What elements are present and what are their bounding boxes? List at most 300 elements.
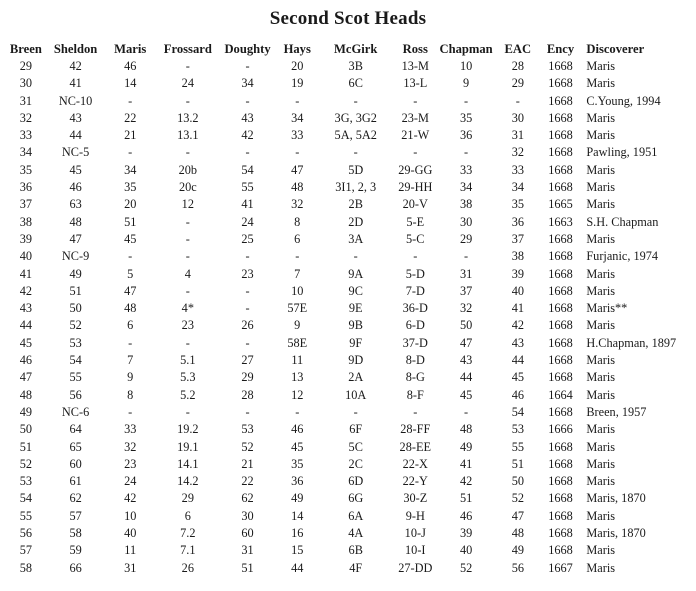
cell-breen: 33 [19, 128, 33, 143]
table-row [4, 196, 696, 213]
cell-doughty: 60 [241, 526, 254, 541]
cell-frossard: - [185, 93, 190, 108]
cell-ross: 9-H [405, 508, 425, 523]
table-row [4, 283, 696, 300]
cell-eac: 39 [511, 266, 524, 281]
cell-breen: 31 [19, 93, 33, 108]
cell-hays: 35 [291, 456, 304, 471]
cell-mcgirk: 2D [348, 214, 364, 229]
cell-frossard: 20c [178, 180, 197, 195]
cell-frossard: 5.3 [180, 370, 196, 385]
cell-maris: - [128, 404, 133, 419]
cell-maris: 33 [124, 422, 137, 437]
cell-eac: 56 [511, 560, 524, 575]
cell-sheldon: 62 [69, 491, 82, 506]
cell-mcgirk: 6G [348, 491, 364, 506]
cell-sheldon: 59 [69, 543, 82, 558]
cell-frossard: 5.1 [180, 353, 196, 368]
cell-chapman: 43 [459, 353, 473, 368]
table-row [4, 231, 696, 248]
cell-sheldon: NC-9 [61, 249, 90, 264]
cell-hays: - [295, 249, 300, 264]
cell-maris: 11 [124, 543, 137, 558]
cell-doughty: - [245, 249, 250, 264]
cell-frossard: 4* [181, 301, 194, 316]
cell-maris: 47 [124, 283, 137, 298]
cell-hays: 13 [291, 370, 304, 385]
column-header-breen: Breen [9, 42, 42, 56]
cell-eac: 44 [511, 353, 524, 368]
cell-chapman: - [464, 93, 469, 108]
cell-frossard: - [185, 231, 190, 246]
cell-breen: 53 [19, 474, 33, 489]
cell-mcgirk: - [353, 145, 358, 160]
cell-maris: 40 [124, 526, 137, 541]
cell-maris: 32 [124, 439, 137, 454]
cell-doughty: 62 [241, 491, 254, 506]
table-row [4, 508, 696, 525]
cell-eac: 48 [511, 526, 524, 541]
cell-frossard: 26 [181, 560, 194, 575]
cell-mcgirk: 3B [348, 59, 363, 73]
cell-ency: 1665 [548, 197, 573, 212]
cell-breen: 57 [19, 543, 33, 558]
cell-mcgirk: 4A [348, 526, 364, 541]
cell-discoverer: Maris [586, 128, 616, 143]
cell-maris: - [128, 335, 133, 350]
table-row [4, 439, 696, 456]
cell-breen: 47 [19, 370, 33, 385]
cell-mcgirk: 3A [348, 231, 364, 246]
cell-frossard: - [185, 283, 190, 298]
table-row [4, 317, 696, 334]
cell-ency: 1668 [548, 76, 573, 91]
cell-hays: 9 [294, 318, 301, 333]
table-row [4, 58, 696, 75]
table-row [4, 352, 696, 369]
cell-frossard: 14.2 [177, 474, 199, 489]
cell-eac: - [515, 93, 520, 108]
cell-chapman: 45 [459, 387, 473, 402]
cell-eac: 31 [511, 128, 524, 143]
cell-maris: 21 [124, 128, 137, 143]
cell-chapman: - [464, 249, 469, 264]
cell-mcgirk: 9B [348, 318, 363, 333]
cell-mcgirk: 9A [348, 266, 364, 281]
cell-eac: 50 [511, 474, 524, 489]
cell-ross: 8-G [405, 370, 425, 385]
cell-hays: 48 [291, 180, 304, 195]
column-header-doughty: Doughty [224, 42, 271, 56]
cell-chapman: 36 [459, 128, 473, 143]
cell-mcgirk: 5C [348, 439, 363, 454]
cell-breen: 41 [19, 266, 33, 281]
cell-mcgirk: 6B [348, 543, 363, 558]
table-row [4, 93, 696, 110]
cell-ross: 30-Z [403, 491, 428, 506]
cell-ross: 7-D [405, 283, 425, 298]
cell-chapman: 49 [459, 439, 473, 454]
cell-chapman: 47 [459, 335, 473, 350]
cell-frossard: 29 [181, 491, 194, 506]
cell-ency: 1668 [548, 110, 573, 125]
cell-breen: 58 [19, 560, 33, 575]
cell-ross: 28-FF [400, 422, 431, 437]
cell-mcgirk: 9C [348, 283, 363, 298]
table-row [4, 456, 696, 473]
cell-frossard: 23 [181, 318, 194, 333]
cell-frossard: 14.1 [177, 456, 199, 471]
cell-hays: 57E [287, 301, 308, 316]
cell-ross: 37-D [402, 335, 428, 350]
cell-eac: 29 [511, 76, 524, 91]
cell-frossard: 19.2 [177, 422, 199, 437]
cell-breen: 36 [19, 180, 33, 195]
cell-ross: - [413, 93, 418, 108]
cell-ross: 13-L [403, 76, 428, 91]
cell-doughty: 26 [241, 318, 254, 333]
scot-heads-table [4, 40, 696, 577]
cell-eac: 54 [511, 404, 524, 419]
cell-breen: 49 [19, 404, 33, 419]
cell-sheldon: 44 [69, 128, 82, 143]
cell-hays: - [295, 145, 300, 160]
cell-mcgirk: 9F [349, 335, 363, 350]
cell-hays: 49 [291, 491, 304, 506]
cell-frossard: 20b [178, 162, 198, 177]
cell-doughty: 24 [241, 214, 254, 229]
cell-eac: 42 [511, 318, 524, 333]
cell-maris: 14 [124, 76, 137, 91]
cell-eac: 38 [511, 249, 524, 264]
cell-breen: 43 [19, 301, 33, 316]
cell-ross: 23-M [401, 110, 429, 125]
cell-chapman: 34 [459, 180, 473, 195]
cell-sheldon: 42 [69, 59, 82, 73]
cell-eac: 45 [511, 370, 524, 385]
cell-discoverer: Maris, 1870 [586, 491, 646, 506]
cell-breen: 50 [19, 422, 33, 437]
page-title [0, 8, 696, 30]
cell-sheldon: 55 [69, 370, 82, 385]
cell-chapman: 41 [459, 456, 473, 471]
cell-ency: 1668 [548, 404, 573, 419]
cell-sheldon: 56 [69, 387, 82, 402]
cell-sheldon: 43 [69, 110, 82, 125]
cell-frossard: - [185, 249, 190, 264]
cell-ross: 5-E [406, 214, 425, 229]
cell-discoverer: C.Young, 1994 [586, 93, 661, 108]
cell-discoverer: S.H. Chapman [586, 214, 659, 229]
cell-discoverer: Maris [586, 543, 616, 558]
cell-chapman: 39 [459, 526, 473, 541]
table-row [4, 387, 696, 404]
cell-chapman: 10 [459, 59, 473, 73]
cell-doughty: 54 [241, 162, 254, 177]
cell-ency: 1668 [548, 128, 573, 143]
cell-discoverer: Maris [586, 508, 616, 523]
cell-ross: 27-DD [398, 560, 433, 575]
cell-chapman: 51 [459, 491, 473, 506]
cell-hays: 32 [291, 197, 304, 212]
cell-maris: 10 [124, 508, 137, 523]
column-header-discoverer: Discoverer [586, 42, 645, 56]
cell-ross: 10-J [404, 526, 426, 541]
cell-maris: 20 [124, 197, 137, 212]
cell-doughty: - [245, 404, 250, 419]
cell-discoverer: Maris [586, 422, 616, 437]
cell-chapman: 37 [459, 283, 473, 298]
cell-doughty: 53 [241, 422, 254, 437]
cell-doughty: 28 [241, 387, 254, 402]
cell-maris: 35 [124, 180, 137, 195]
cell-mcgirk: 2A [348, 370, 364, 385]
column-header-eac: EAC [504, 42, 532, 56]
cell-ross: 6-D [405, 318, 425, 333]
cell-eac: 34 [511, 180, 524, 195]
cell-mcgirk: 5D [348, 162, 364, 177]
cell-frossard: 24 [181, 76, 194, 91]
cell-hays: 58E [287, 335, 308, 350]
cell-ross: 21-W [401, 128, 430, 143]
table-row [4, 248, 696, 265]
cell-chapman: 31 [459, 266, 473, 281]
cell-maris: 5 [127, 266, 134, 281]
cell-doughty: 41 [241, 197, 254, 212]
cell-maris: 24 [124, 474, 137, 489]
cell-frossard: 7.2 [180, 526, 196, 541]
cell-ency: 1668 [548, 93, 573, 108]
cell-discoverer: Maris [586, 474, 616, 489]
cell-ross: 8-D [405, 353, 425, 368]
cell-chapman: 50 [459, 318, 473, 333]
cell-chapman: 42 [459, 474, 473, 489]
cell-discoverer: Maris [586, 180, 616, 195]
cell-mcgirk: 10A [345, 387, 367, 402]
cell-sheldon: 66 [69, 560, 82, 575]
cell-ency: 1668 [548, 283, 573, 298]
cell-maris: 7 [127, 353, 134, 368]
cell-ency: 1668 [548, 543, 573, 558]
cell-discoverer: Breen, 1957 [586, 404, 647, 419]
cell-mcgirk: 6D [348, 474, 364, 489]
table-row [4, 162, 696, 179]
cell-ency: 1668 [548, 491, 573, 506]
cell-doughty: 34 [241, 76, 254, 91]
cell-maris: 46 [124, 59, 137, 73]
cell-chapman: 38 [459, 197, 473, 212]
cell-hays: 11 [291, 353, 304, 368]
cell-ross: 28-EE [399, 439, 431, 454]
table-row [4, 560, 696, 577]
cell-doughty: 21 [241, 456, 254, 471]
cell-ross: 22-X [402, 456, 428, 471]
cell-ency: 1668 [548, 249, 573, 264]
cell-sheldon: 52 [69, 318, 82, 333]
cell-ross: 36-D [402, 301, 428, 316]
cell-hays: 36 [291, 474, 304, 489]
cell-sheldon: 60 [69, 456, 82, 471]
table-row [4, 404, 696, 421]
cell-ross: 22-Y [402, 474, 428, 489]
cell-ency: 1668 [548, 439, 573, 454]
cell-breen: 45 [19, 335, 33, 350]
table-row [4, 75, 696, 92]
cell-frossard: - [185, 59, 190, 73]
column-header-hays: Hays [283, 42, 311, 56]
cell-eac: 41 [511, 301, 524, 316]
cell-eac: 33 [511, 162, 524, 177]
cell-maris: 6 [127, 318, 134, 333]
cell-ross: 5-D [405, 266, 425, 281]
cell-ency: 1668 [548, 231, 573, 246]
cell-ross: 5-C [406, 231, 425, 246]
cell-discoverer: Maris [586, 456, 616, 471]
cell-discoverer: Maris [586, 318, 616, 333]
cell-frossard: 6 [184, 508, 191, 523]
cell-ency: 1667 [548, 560, 573, 575]
cell-ency: 1663 [548, 214, 573, 229]
cell-hays: 10 [291, 283, 304, 298]
cell-ross: - [413, 145, 418, 160]
cell-eac: 55 [511, 439, 524, 454]
cell-breen: 54 [19, 491, 33, 506]
cell-frossard: - [185, 335, 190, 350]
cell-breen: 51 [19, 439, 33, 454]
cell-ency: 1668 [548, 180, 573, 195]
cell-maris: 22 [124, 110, 137, 125]
cell-frossard: 4 [184, 266, 191, 281]
table-body [4, 58, 696, 577]
cell-mcgirk: 5A, 5A2 [334, 128, 377, 143]
cell-eac: 36 [511, 214, 524, 229]
cell-sheldon: 49 [69, 266, 82, 281]
cell-chapman: 40 [459, 543, 473, 558]
cell-discoverer: Maris [586, 266, 616, 281]
cell-frossard: 19.1 [177, 439, 199, 454]
cell-eac: 47 [511, 508, 524, 523]
cell-mcgirk: - [353, 93, 358, 108]
cell-sheldon: 57 [69, 508, 82, 523]
cell-discoverer: Maris [586, 162, 616, 177]
cell-eac: 30 [511, 110, 524, 125]
column-header-maris: Maris [114, 42, 147, 56]
cell-hays: 45 [291, 439, 304, 454]
cell-breen: 39 [19, 231, 33, 246]
table-row [4, 214, 696, 231]
cell-eac: 52 [511, 491, 524, 506]
cell-ross: 29-HH [398, 180, 433, 195]
cell-chapman: - [464, 145, 469, 160]
cell-doughty: - [245, 59, 250, 73]
cell-doughty: 55 [241, 180, 254, 195]
cell-eac: 32 [511, 145, 524, 160]
cell-doughty: 43 [241, 110, 254, 125]
cell-frossard: 13.1 [177, 128, 199, 143]
column-header-ency: Ency [546, 42, 575, 56]
cell-hays: - [295, 93, 300, 108]
cell-maris: 45 [124, 231, 137, 246]
cell-doughty: 31 [241, 543, 254, 558]
cell-discoverer: Maris [586, 560, 616, 575]
title-text: Second Scot Heads [269, 8, 427, 29]
cell-discoverer: Maris** [586, 301, 628, 316]
cell-hays: - [295, 404, 300, 419]
cell-discoverer: Maris [586, 197, 616, 212]
table-row [4, 335, 696, 352]
cell-eac: 49 [511, 543, 524, 558]
cell-breen: 56 [19, 526, 33, 541]
cell-hays: 14 [291, 508, 304, 523]
cell-sheldon: 46 [69, 180, 82, 195]
table-row [4, 525, 696, 542]
cell-maris: 31 [124, 560, 137, 575]
cell-mcgirk: 3G, 3G2 [334, 110, 377, 125]
cell-breen: 35 [19, 162, 33, 177]
cell-eac: 43 [511, 335, 524, 350]
cell-discoverer: H.Chapman, 1897 [586, 335, 677, 350]
cell-frossard: 7.1 [180, 543, 196, 558]
cell-chapman: 29 [459, 231, 473, 246]
cell-breen: 32 [19, 110, 33, 125]
cell-discoverer: Maris [586, 439, 616, 454]
cell-doughty: 25 [241, 231, 254, 246]
cell-discoverer: Maris [586, 110, 616, 125]
cell-sheldon: NC-6 [61, 404, 90, 419]
cell-mcgirk: 6A [348, 508, 364, 523]
cell-sheldon: 47 [69, 231, 82, 246]
table-row [4, 473, 696, 490]
cell-frossard: - [185, 145, 190, 160]
cell-breen: 29 [19, 59, 33, 73]
cell-eac: 28 [511, 59, 524, 73]
cell-maris: 51 [124, 214, 137, 229]
cell-sheldon: 51 [69, 283, 82, 298]
cell-discoverer: Pawling, 1951 [586, 145, 658, 160]
cell-discoverer: Maris [586, 231, 616, 246]
cell-doughty: 42 [241, 128, 254, 143]
cell-maris: - [128, 145, 133, 160]
cell-ency: 1668 [548, 353, 573, 368]
cell-chapman: - [464, 404, 469, 419]
header-row [4, 40, 696, 58]
cell-eac: 35 [511, 197, 524, 212]
cell-breen: 52 [19, 456, 33, 471]
cell-discoverer: Maris [586, 59, 616, 73]
cell-chapman: 46 [459, 508, 473, 523]
cell-ross: 20-V [402, 197, 428, 212]
cell-chapman: 35 [459, 110, 473, 125]
cell-sheldon: 58 [69, 526, 82, 541]
cell-doughty: 27 [241, 353, 254, 368]
column-header-ross: Ross [402, 42, 428, 56]
cell-mcgirk: - [353, 404, 358, 419]
cell-chapman: 52 [459, 560, 473, 575]
cell-sheldon: NC-5 [61, 145, 90, 160]
cell-frossard: 12 [181, 197, 194, 212]
cell-mcgirk: 9D [348, 353, 364, 368]
cell-sheldon: NC-10 [58, 93, 93, 108]
cell-discoverer: Maris [586, 387, 616, 402]
cell-chapman: 30 [459, 214, 473, 229]
cell-breen: 30 [19, 76, 33, 91]
cell-eac: 37 [511, 231, 524, 246]
cell-ross: - [413, 249, 418, 264]
cell-eac: 40 [511, 283, 524, 298]
cell-chapman: 33 [459, 162, 473, 177]
cell-hays: 12 [291, 387, 304, 402]
table-row [4, 179, 696, 196]
